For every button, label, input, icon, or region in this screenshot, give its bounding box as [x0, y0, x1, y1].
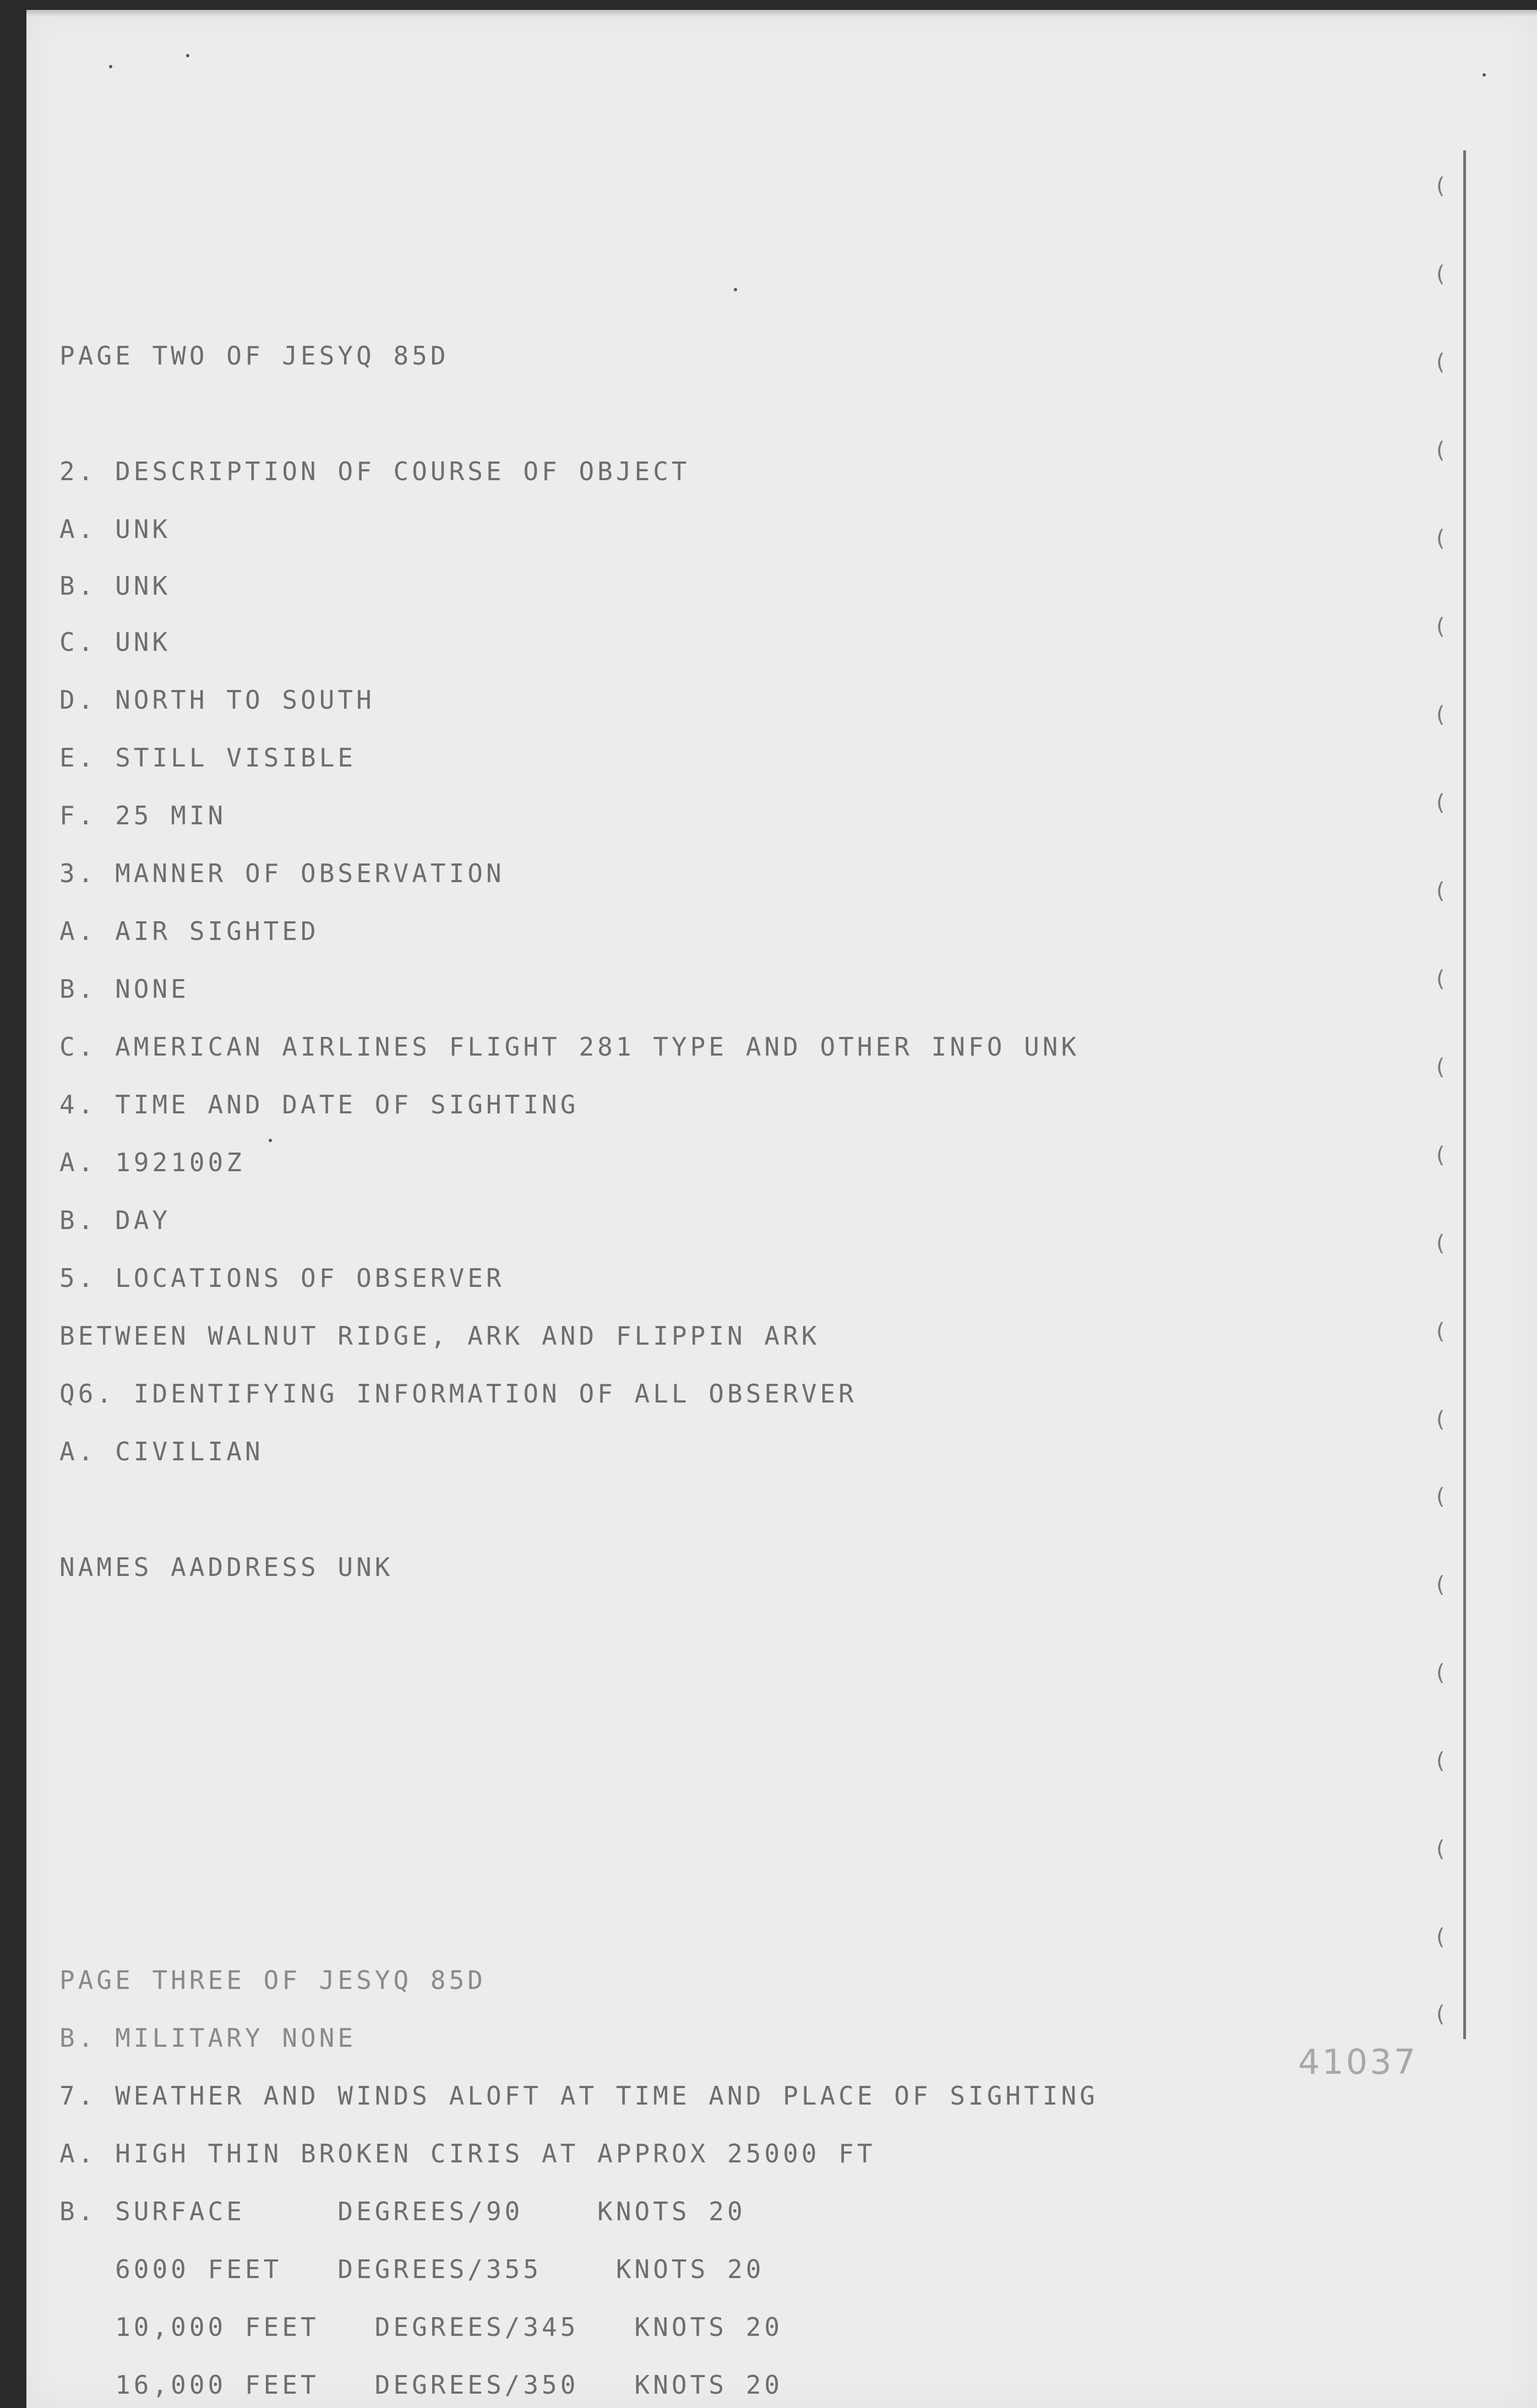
scan-top-edge	[26, 10, 1537, 18]
margin-mark: (	[1434, 1484, 1447, 1509]
margin-mark: (	[1434, 1748, 1447, 1774]
text-line: NAMES AADDRESS UNK	[59, 1552, 394, 1582]
weather-row: 16,000 FEET DEGREES/350 KNOTS 20	[59, 2370, 783, 2400]
page-header: PAGE THREE OF JESYQ 85D	[59, 1965, 486, 1995]
section-heading: 5. LOCATIONS OF OBSERVER	[59, 1263, 505, 1293]
margin-mark: (	[1434, 173, 1447, 199]
text-line: B. UNK	[59, 571, 171, 601]
text-line: D. NORTH TO SOUTH	[59, 685, 375, 715]
margin-mark: (	[1434, 1925, 1447, 1950]
margin-mark: (	[1434, 1231, 1447, 1256]
section-heading: 4. TIME AND DATE OF SIGHTING	[59, 1090, 579, 1119]
margin-mark: (	[1434, 350, 1447, 375]
text-line: C. UNK	[59, 627, 171, 657]
weather-row: B. SURFACE DEGREES/90 KNOTS 20	[59, 2197, 746, 2226]
margin-mark: (	[1434, 1572, 1447, 1597]
margin-mark: (	[1434, 1407, 1447, 1432]
weather-row: 10,000 FEET DEGREES/345 KNOTS 20	[59, 2312, 783, 2342]
section-heading: 7. WEATHER AND WINDS ALOFT AT TIME AND PLACE OF SIGHTING	[59, 2081, 1098, 2111]
text-line: A. AIR SIGHTED	[59, 916, 319, 946]
margin-mark: (	[1434, 1319, 1447, 1344]
margin-mark: (	[1434, 1660, 1447, 1686]
dust-speck	[1483, 73, 1486, 77]
margin-mark: (	[1434, 790, 1447, 816]
dust-speck	[186, 54, 189, 57]
text-line: F. 25 MIN	[59, 801, 227, 830]
margin-mark: (	[1434, 526, 1447, 551]
dust-speck	[734, 288, 737, 291]
text-line: B. NONE	[59, 974, 189, 1004]
text-line: BETWEEN WALNUT RIDGE, ARK AND FLIPPIN ARK	[59, 1321, 820, 1351]
scanned-teletype-page	[26, 10, 1537, 2408]
text-line: A. UNK	[59, 514, 171, 544]
section-heading: 3. MANNER OF OBSERVATION	[59, 858, 505, 888]
section-heading: 2. DESCRIPTION OF COURSE OF OBJECT	[59, 456, 690, 486]
weather-row: 6000 FEET DEGREES/355 KNOTS 20	[59, 2254, 765, 2284]
margin-mark: (	[1434, 1836, 1447, 1862]
binding-rule	[1463, 150, 1466, 2039]
dust-speck	[269, 1139, 272, 1142]
text-line: B. MILITARY NONE	[59, 2023, 357, 2053]
margin-mark: (	[1434, 438, 1447, 463]
text-line: B. DAY	[59, 1205, 171, 1235]
text-line: A. HIGH THIN BROKEN CIRIS AT APPROX 25000 FT	[59, 2139, 876, 2168]
margin-mark: (	[1434, 2002, 1447, 2027]
margin-mark: (	[1434, 878, 1447, 904]
text-line: A. CIVILIAN	[59, 1437, 264, 1466]
section-heading: Q6. IDENTIFYING INFORMATION OF ALL OBSERVER	[59, 1379, 857, 1409]
margin-mark: (	[1434, 1143, 1447, 1168]
dust-speck	[109, 65, 112, 68]
page-header: PAGE TWO OF JESYQ 85D	[59, 341, 449, 371]
margin-mark: (	[1434, 614, 1447, 639]
text-line: A. 192100Z	[59, 1148, 245, 1177]
margin-mark: (	[1434, 702, 1447, 727]
margin-mark: (	[1434, 966, 1447, 992]
text-line: C. AMERICAN AIRLINES FLIGHT 281 TYPE AND OTHER INFO UNK	[59, 1032, 1080, 1062]
text-line: E. STILL VISIBLE	[59, 743, 357, 773]
margin-mark: (	[1434, 1054, 1447, 1080]
margin-mark: (	[1434, 262, 1447, 287]
stamped-number: 41037	[1298, 2042, 1418, 2082]
